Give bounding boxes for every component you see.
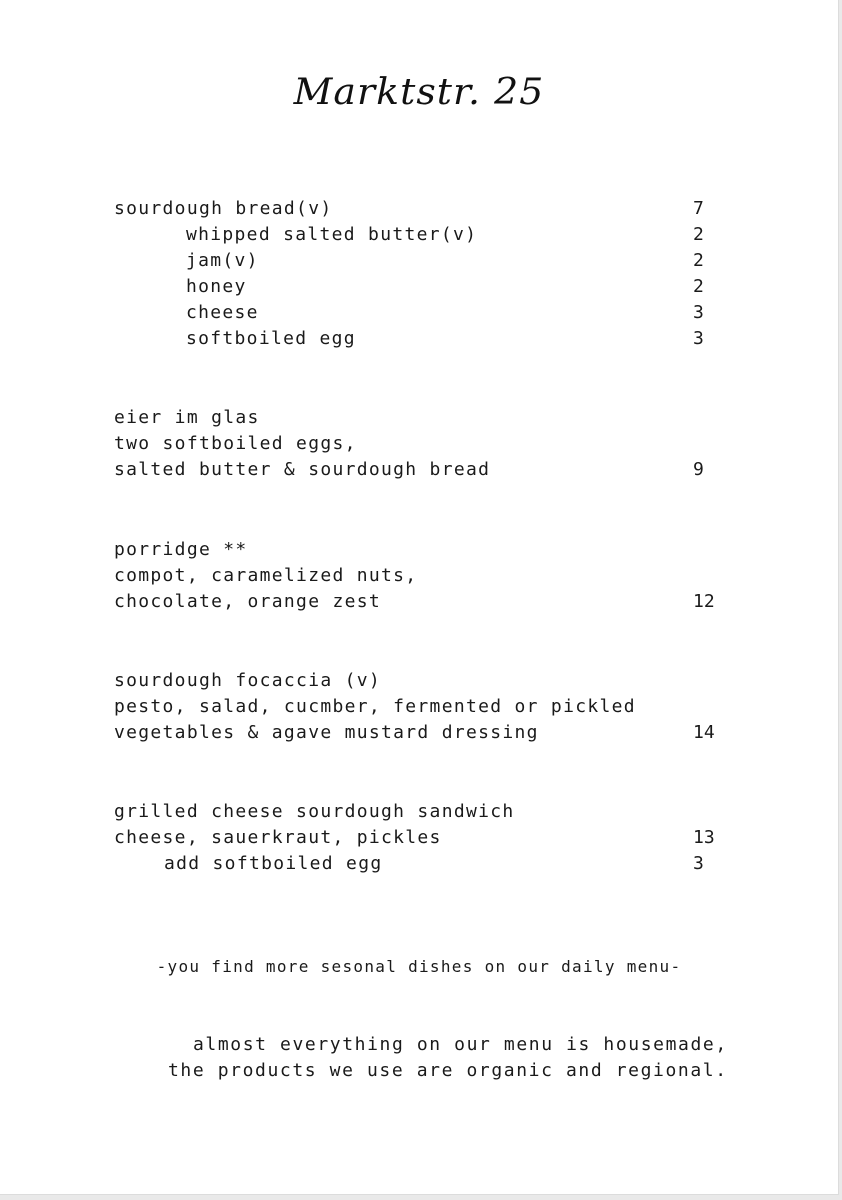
menu-item-description: chocolate, orange zest [114, 591, 382, 612]
menu-item-price: 13 [693, 827, 715, 848]
menu-item-price: 9 [693, 459, 704, 480]
menu-item-description: pesto, salad, cucmber, fermented or pickled [114, 696, 636, 717]
menu-item-price: 12 [693, 591, 715, 612]
restaurant-title: Marktstr. 25 [293, 72, 545, 113]
menu-item-description: vegetables & agave mustard dressing [114, 722, 539, 743]
menu-item-description: compot, caramelized nuts, [114, 565, 418, 586]
addon-name: softboiled egg [186, 328, 356, 349]
menu-item-description: salted butter & sourdough bread [114, 459, 491, 480]
daily-menu-note: -you find more sesonal dishes on our daily menu- [156, 957, 682, 976]
menu-item-description: cheese, sauerkraut, pickles [114, 827, 442, 848]
menu-item-name: sourdough focaccia (v) [114, 670, 382, 691]
addon-price: 3 [693, 328, 704, 349]
menu-item-price: 7 [693, 198, 704, 219]
menu-item-name: eier im glas [114, 407, 260, 428]
addon-price: 3 [693, 302, 704, 323]
addon-price: 2 [693, 224, 704, 245]
addon-name: cheese [186, 302, 259, 323]
addon-price: 2 [693, 250, 704, 271]
addon-price: 2 [693, 276, 704, 297]
addon-name: whipped salted butter(v) [186, 224, 478, 245]
addon-name: add softboiled egg [164, 853, 383, 874]
footer-line-2: the products we use are organic and regional. [168, 1060, 728, 1081]
addon-name: jam(v) [186, 250, 259, 271]
menu-item-name: grilled cheese sourdough sandwich [114, 801, 515, 822]
addon-name: honey [186, 276, 247, 297]
addon-price: 3 [693, 853, 704, 874]
menu-item-name: sourdough bread(v) [114, 198, 333, 219]
menu-item-price: 14 [693, 722, 715, 743]
menu-item-description: two softboiled eggs, [114, 433, 357, 454]
footer-line-1: almost everything on our menu is housemade, [193, 1034, 728, 1055]
menu-item-name: porridge ** [114, 539, 248, 560]
